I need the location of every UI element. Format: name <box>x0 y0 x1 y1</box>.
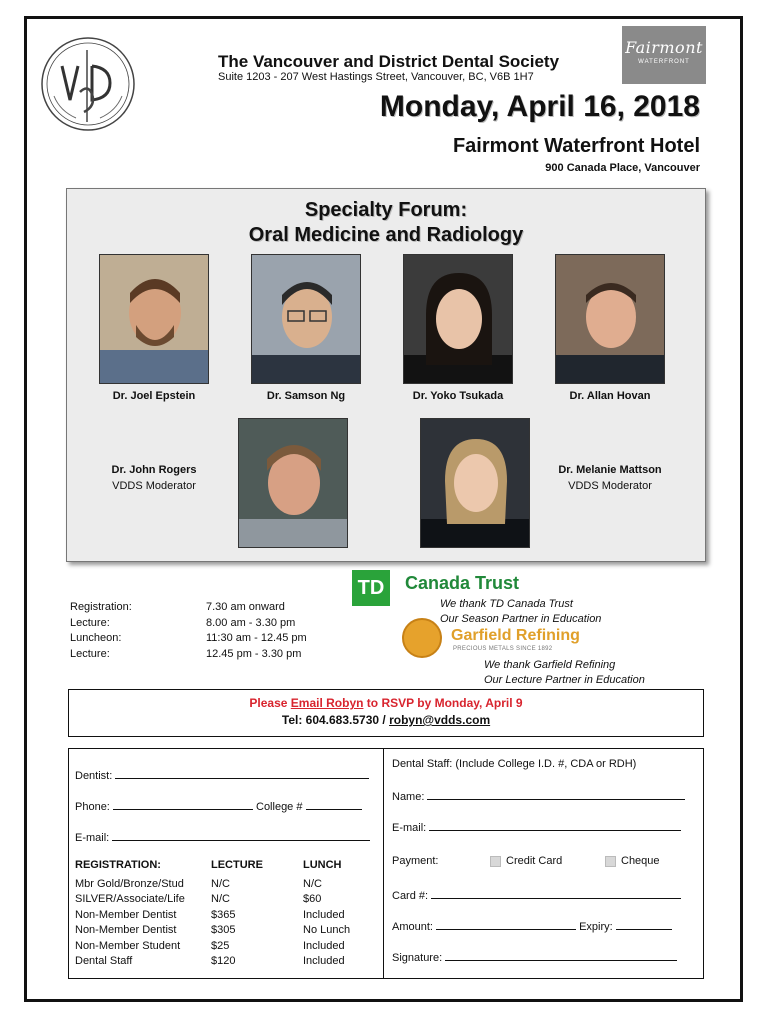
schedule-time: 7.30 am onward <box>206 601 285 613</box>
credit-card-option[interactable] <box>490 855 562 867</box>
schedule-row <box>70 616 307 632</box>
schedule-label: Registration: <box>70 601 132 613</box>
table-header-row <box>75 858 350 877</box>
schedule-time: 12.45 pm - 3.30 pm <box>206 647 302 660</box>
table-cell: Dental Staff <box>75 955 133 967</box>
table-cell: N/C <box>211 893 230 905</box>
cheque-option[interactable] <box>605 855 660 867</box>
amount-label: Amount: <box>392 921 433 933</box>
email-robyn-link[interactable]: Email Robyn <box>290 696 364 710</box>
table-cell: $60 <box>303 893 322 905</box>
dentist-label: Dentist: <box>75 770 113 782</box>
payment-label: Payment: <box>392 855 439 867</box>
rsvp-line <box>69 696 703 710</box>
schedule-row <box>70 631 307 647</box>
contact-email-link[interactable]: robyn@vdds.com <box>389 713 491 727</box>
table-cell: Non-Member Dentist <box>75 908 177 921</box>
staff-email-field[interactable] <box>392 820 681 834</box>
moderator-role-rogers: VDDS Moderator <box>112 480 196 492</box>
credit-card-checkbox[interactable] <box>490 856 501 867</box>
expiry-input-line[interactable] <box>616 919 672 930</box>
table-cell: Non-Member Student <box>75 939 181 952</box>
signature-field[interactable] <box>392 950 677 964</box>
garfield-refining-name: Garfield Refining <box>451 627 580 644</box>
contact-line <box>69 713 703 727</box>
table-cell: $25 <box>211 939 230 952</box>
table-cell: Included <box>303 955 345 967</box>
card-number-label: Card #: <box>392 890 429 902</box>
form-divider <box>383 748 384 979</box>
td-thanks <box>440 597 601 627</box>
cheque-checkbox[interactable] <box>605 856 616 867</box>
schedule-time: 11:30 am - 12.45 pm <box>206 632 307 644</box>
signature-label: Signature: <box>392 952 443 964</box>
td-thanks-line2: Our Season Partner in Education <box>440 613 602 625</box>
schedule-label: Lecture: <box>70 616 110 629</box>
staff-name-field[interactable] <box>392 789 685 803</box>
society-name: The Vancouver and District Dental Society <box>218 52 560 71</box>
table-cell: Included <box>303 939 345 952</box>
dental-staff-label: Dental Staff: (Include College I.D. #, CDA or RDH) <box>392 758 637 770</box>
college-input-line[interactable] <box>306 799 362 810</box>
td-canada-trust-name: Canada Trust <box>405 573 520 593</box>
garfield-thanks-line1: We thank Garfield Refining <box>484 659 616 671</box>
table-cell: N/C <box>303 877 322 890</box>
garfield-thanks-line2: Our Lecture Partner in Education <box>484 674 645 686</box>
speaker-photo-ng <box>251 254 361 384</box>
dentist-email-label: E-mail: <box>75 832 110 844</box>
td-thanks-line1: We thank TD Canada Trust <box>440 598 573 610</box>
staff-name-input-line[interactable] <box>427 789 685 800</box>
schedule-time: 8.00 am - 3.30 pm <box>206 616 296 629</box>
table-cell: $120 <box>211 955 236 967</box>
credit-card-label: Credit Card <box>506 855 563 867</box>
table-row <box>75 923 350 939</box>
forum-title-line1: Specialty Forum: <box>304 199 468 221</box>
speaker-name-ng: Dr. Samson Ng <box>266 390 346 402</box>
table-cell: N/C <box>211 877 230 890</box>
moderator-photo-mattson <box>420 418 530 548</box>
contact-tel: Tel: 604.683.5730 / <box>281 713 390 727</box>
phone-field[interactable] <box>75 799 362 813</box>
expiry-label: Expiry: <box>579 921 613 933</box>
schedule-row <box>70 647 307 663</box>
rsvp-deadline: to RSVP by Monday, April 9 <box>363 696 523 710</box>
garfield-tagline: PRECIOUS METALS SINCE 1892 <box>453 646 553 652</box>
signature-input-line[interactable] <box>445 950 677 961</box>
venue-address: 900 Canada Place, Vancouver <box>545 162 700 174</box>
staff-email-input-line[interactable] <box>429 820 681 831</box>
td-logo: TD <box>352 570 390 606</box>
dentist-email-input-line[interactable] <box>112 830 370 841</box>
table-cell: Included <box>303 908 345 921</box>
staff-email-label: E-mail: <box>392 822 427 834</box>
phone-label: Phone: <box>75 801 110 813</box>
phone-input-line[interactable] <box>113 799 253 810</box>
table-header: REGISTRATION: <box>75 859 161 871</box>
card-number-input-line[interactable] <box>431 888 681 899</box>
speaker-photo-epstein <box>99 254 209 384</box>
amount-field[interactable] <box>392 919 672 933</box>
forum-title-line2: Oral Medicine and Radiology <box>248 224 524 246</box>
dentist-field[interactable] <box>75 768 369 782</box>
fairmont-logo-text: Fairmont <box>625 38 703 57</box>
table-cell: SILVER/Associate/Life <box>75 893 185 905</box>
table-row <box>75 954 350 970</box>
vdds-logo <box>40 36 136 132</box>
dentist-input-line[interactable] <box>115 768 369 779</box>
speaker-photo-hovan <box>555 254 665 384</box>
staff-name-label: Name: <box>392 791 425 803</box>
table-header: LECTURE <box>211 859 263 871</box>
table-row <box>75 908 350 924</box>
rsvp-box <box>68 689 704 737</box>
table-header: LUNCH <box>303 859 342 871</box>
venue-name: Fairmont Waterfront Hotel <box>452 135 700 157</box>
speaker-name-tsukada: Dr. Yoko Tsukada <box>412 390 504 402</box>
forum-title <box>66 198 706 248</box>
garfield-thanks <box>484 658 645 688</box>
cheque-label: Cheque <box>621 855 660 867</box>
registration-fee-table <box>75 858 350 970</box>
garfield-seal-icon <box>402 618 442 658</box>
speaker-name-epstein: Dr. Joel Epstein <box>112 390 196 402</box>
rsvp-prefix: Please <box>249 696 291 710</box>
fairmont-logo <box>622 26 706 84</box>
table-row <box>75 892 350 908</box>
college-label: College # <box>256 801 303 813</box>
table-cell: Mbr Gold/Bronze/Stud <box>75 877 184 890</box>
fairmont-logo-subtext: WATERFRONT <box>638 59 690 65</box>
amount-input-line[interactable] <box>436 919 576 930</box>
dentist-email-field[interactable] <box>75 830 370 844</box>
speaker-name-hovan: Dr. Allan Hovan <box>569 390 651 402</box>
moderator-photo-rogers <box>238 418 348 548</box>
table-cell: Non-Member Dentist <box>75 924 177 936</box>
table-row <box>75 877 350 893</box>
moderator-name-rogers: Dr. John Rogers <box>111 464 197 476</box>
moderator-name-mattson: Dr. Melanie Mattson <box>558 464 662 476</box>
moderator-rogers <box>79 462 229 494</box>
table-row <box>75 939 350 955</box>
event-date: Monday, April 16, 2018 <box>379 90 700 123</box>
society-address: Suite 1203 - 207 West Hastings Street, Vancouver, BC, V6B 1H7 <box>218 71 534 83</box>
schedule-label: Lecture: <box>70 647 110 660</box>
speaker-photo-tsukada <box>403 254 513 384</box>
schedule-row <box>70 600 307 616</box>
moderator-mattson <box>535 462 685 494</box>
table-cell: $365 <box>211 908 236 921</box>
table-cell: No Lunch <box>303 924 351 936</box>
card-number-field[interactable] <box>392 888 681 902</box>
schedule-label: Luncheon: <box>70 632 122 644</box>
moderator-role-mattson: VDDS Moderator <box>568 480 652 492</box>
schedule <box>70 600 307 662</box>
table-cell: $305 <box>211 924 236 936</box>
